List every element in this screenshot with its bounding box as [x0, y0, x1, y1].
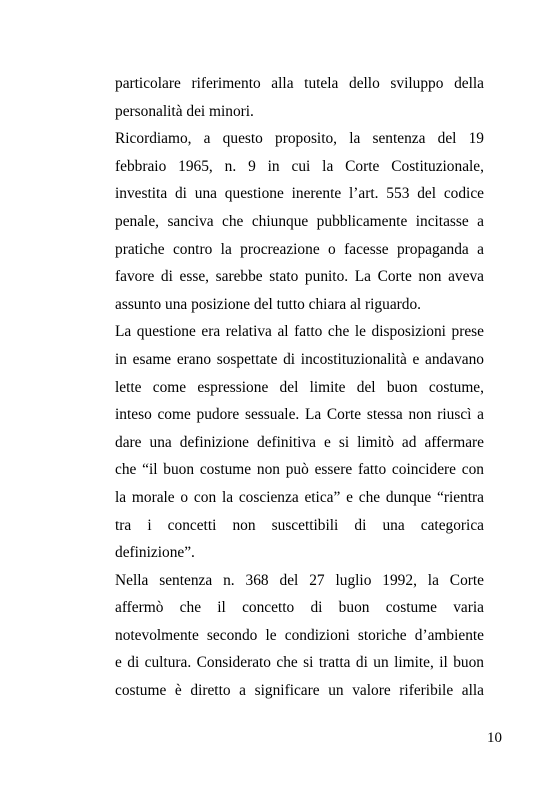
- text-line: lette come espressione del limite del buon costume,: [115, 378, 484, 396]
- text-line: dare una definizione definitiva e si limitò ad affermare: [115, 433, 484, 451]
- text-line: febbraio 1965, n. 9 in cui la Corte Costituzionale,: [115, 157, 484, 175]
- text-line: definizione”.: [115, 544, 195, 562]
- text-line: inteso come pudore sessuale. La Corte stessa non riuscì a: [115, 406, 484, 424]
- text-line: tra i concetti non suscettibili di una categorica: [115, 516, 484, 534]
- text-line: Ricordiamo, a questo proposito, la sentenza del 19: [115, 130, 484, 148]
- text-line: La questione era relativa al fatto che le disposizioni prese: [115, 323, 484, 341]
- text-line: personalità dei minori.: [115, 102, 254, 120]
- page-number: 10: [487, 730, 502, 746]
- text-line: in esame erano sospettate di incostituzionalità e andavano: [115, 350, 484, 368]
- text-line: notevolmente secondo le condizioni storiche d’ambiente: [115, 626, 484, 644]
- text-line: particolare riferimento alla tutela dello sviluppo della: [115, 75, 484, 92]
- text-line: costume è diretto a significare un valore riferibile alla: [115, 682, 484, 700]
- text-line: favore di esse, sarebbe stato punito. La Corte non aveva: [115, 268, 484, 286]
- text-line: che “il buon costume non può essere fatto coincidere con: [115, 461, 484, 479]
- text-line: la morale o con la coscienza etica” e che dunque “rientra: [115, 488, 484, 506]
- text-line: investita di una questione inerente l’art. 553 del codice: [115, 185, 484, 203]
- text-line: affermò che il concetto di buon costume varia: [115, 599, 484, 617]
- text-line: assunto una posizione del tutto chiara al riguardo.: [115, 295, 422, 313]
- body-text: [115, 70, 484, 705]
- text-line: pratiche contro la procreazione o facesse propaganda a: [115, 240, 484, 258]
- text-line: e di cultura. Considerato che si tratta di un limite, il buon: [115, 654, 484, 672]
- text-line: penale, sanciva che chiunque pubblicamente incitasse a: [115, 212, 484, 230]
- text-line: Nella sentenza n. 368 del 27 luglio 1992, la Corte: [115, 571, 484, 589]
